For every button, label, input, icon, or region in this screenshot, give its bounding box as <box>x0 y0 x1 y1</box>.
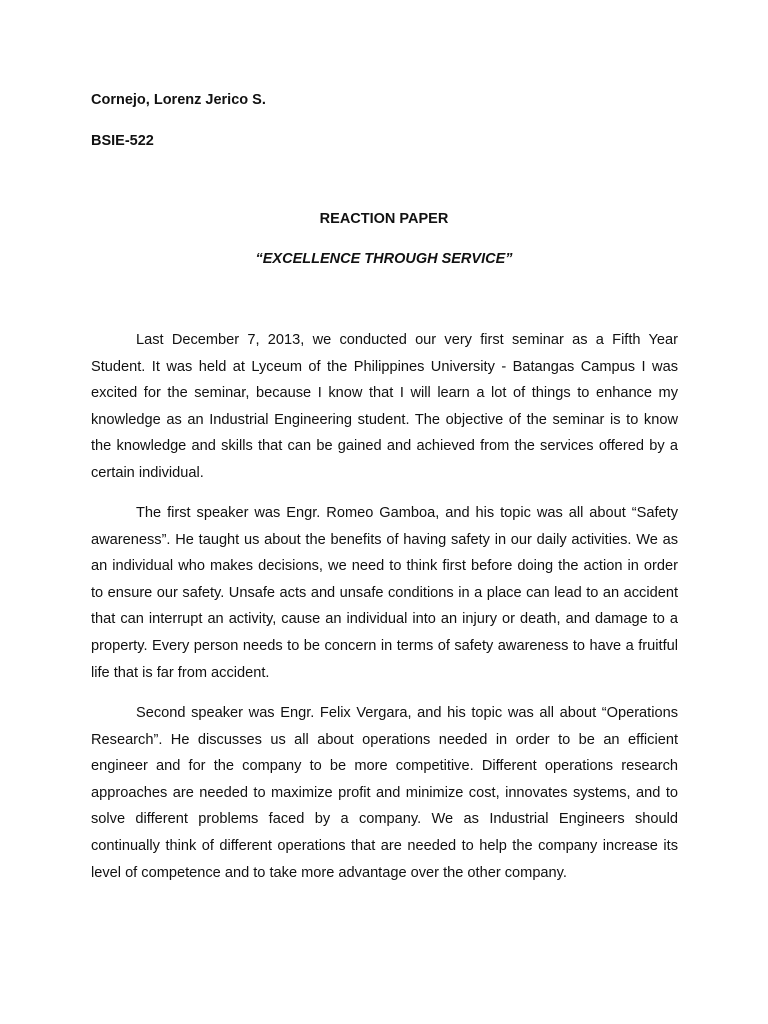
paper-subtitle: “EXCELLENCE THROUGH SERVICE” <box>255 251 513 267</box>
paragraph-second-speaker: Second speaker was Engr. Felix Vergara, and his topic was all about “Operations Research”. He discusses us all about operations needed in order to be an efficient engineer and for the company to be more competitive. Different operations research approaches are needed to maximize profit and minimize cost, innovates systems, and to solve different problems faced by a company. We as Industrial Engineers should continually think of different operations that are needed to help the company increase its level of competence and to take more advantage over the other company. <box>91 705 678 881</box>
author-name: Cornejo, Lorenz Jerico S. <box>91 92 266 108</box>
paragraph-first-speaker: The first speaker was Engr. Romeo Gamboa, and his topic was all about “Safety awareness”. He taught us about the benefits of having safety in our daily activities. We as an individual who makes decisions, we need to think first before doing the action in order to ensure our safety. Unsafe acts and unsafe conditions in a place can lead to an accident that can interrupt an activity, cause an individual into an injury or death, and damage to a property. Every person needs to be concern in terms of safety awareness to have a fruitful life that is far from accident. <box>91 505 678 681</box>
course-section: BSIE-522 <box>91 133 154 149</box>
paragraph-intro: Last December 7, 2013, we conducted our very first seminar as a Fifth Year Student. It was held at Lyceum of the Philippines University - Batangas Campus I was excited for the seminar, because I know that I will learn a lot of things to enhance my knowledge as an Industrial Engineering student. The objective of the seminar is to know the knowledge and skills that can be gained and achieved from the services offered by a certain individual. <box>91 332 678 481</box>
paper-title: REACTION PAPER <box>319 211 449 227</box>
